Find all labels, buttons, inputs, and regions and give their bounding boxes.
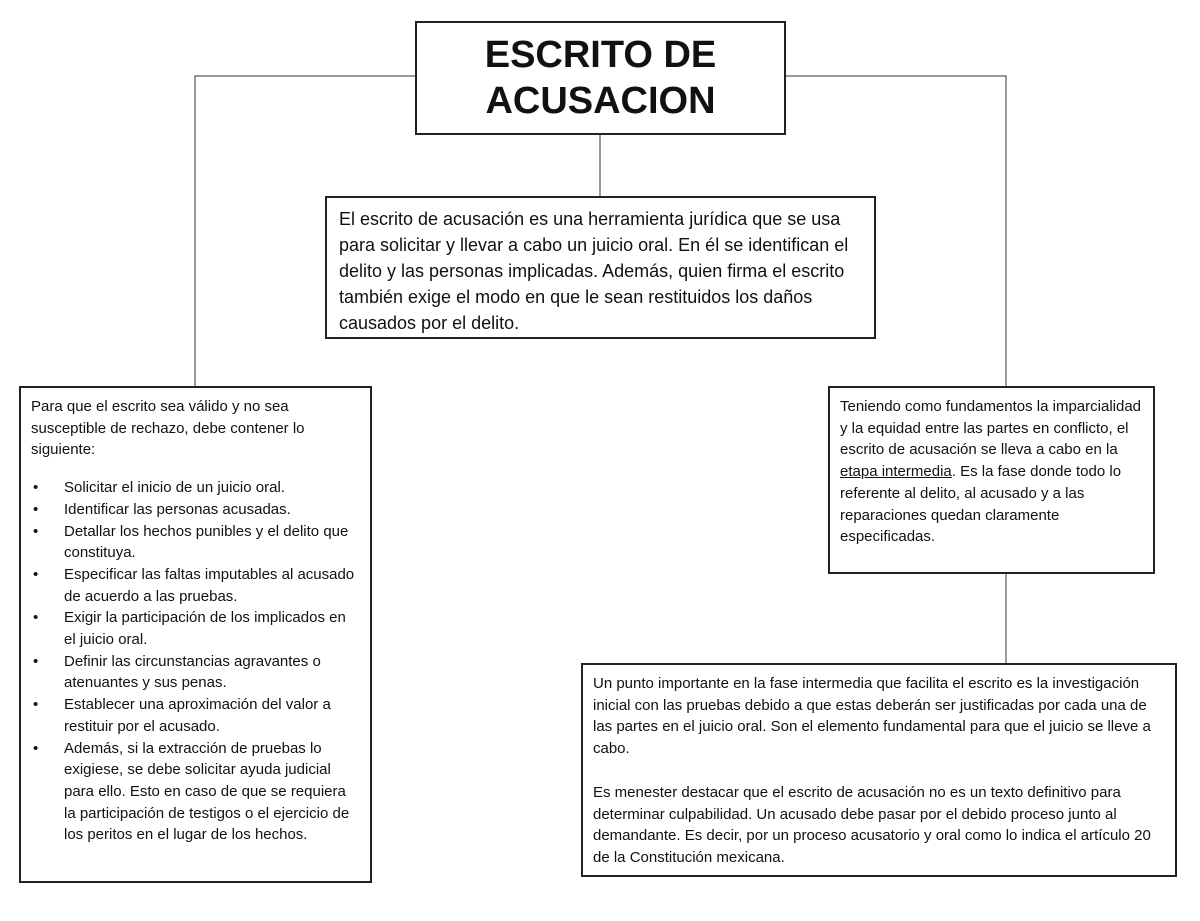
requirement-item: • Solicitar el inicio de un juicio oral. [31, 477, 360, 499]
intermediate-paragraph-2: Es menester destacar que el escrito de acusación no es un texto definitivo para determinar culpabilidad. Un acusado debe pasar por el debido proceso junto al demandante. Es decir, por un proceso acusatorio y oral como lo indica el artículo 20 de la Constitución mexicana. [593, 783, 1151, 866]
definition-text: El escrito de acusación es una herramienta jurídica que se usa para solicitar y llevar a cabo un juicio oral. En él se identifican el delito y las personas implicadas. Además, quien firma el escrito también exige el modo en que le sean restituidos los daños causados por el delito. [339, 209, 849, 333]
requirement-item: • Establecer una aproximación del valor a restituir por el acusado. [31, 694, 360, 737]
requirement-item: • Además, si la extracción de pruebas lo exigiese, se debe solicitar ayuda judicial para ello. Esto en caso de que se requiera la participación de testigos o el ejercicio de los peritos en el lugar de los hechos. [31, 738, 360, 847]
principles-text [840, 396, 1143, 548]
requirement-item: • Definir las circunstancias agravantes o atenuantes y sus penas. [31, 651, 360, 694]
principles-text-start: Teniendo como fundamentos la imparcialidad y la equidad entre las partes en conflicto, el escrito de acusación se lleva a cabo en la [840, 398, 1142, 459]
requirement-item: • Identificar las personas acusadas. [31, 499, 360, 521]
requirements-intro: Para que el escrito sea válido y no sea susceptible de rechazo, debe contener lo siguiente: [31, 398, 305, 459]
requirement-item: • Exigir la participación de los implicados en el juicio oral. [31, 607, 360, 650]
principles-text-end: . Es la fase donde todo lo referente al delito, al acusado y a las reparaciones quedan claramente especificadas. [840, 463, 1122, 546]
requirements-list [31, 477, 360, 846]
definition-box [325, 196, 876, 339]
requirement-item: • Detallar los hechos punibles y el delito que constituya. [31, 521, 360, 564]
title-box [415, 21, 786, 135]
diagram-title: ESCRITO DE ACUSACION [484, 34, 717, 122]
principles-box [828, 386, 1155, 574]
intermediate-paragraph-1: Un punto importante en la fase intermedia que facilita el escrito es la investigación inicial con las pruebas debido a que estas deberán ser justificadas por cada una de las partes en el juicio oral. Son el elemento fundamental para que el juicio se lleve a cabo. [593, 675, 1151, 758]
etapa-intermedia-term: etapa intermedia [840, 463, 952, 481]
requirement-item: • Especificar las faltas imputables al acusado de acuerdo a las pruebas. [31, 564, 360, 607]
intermediate-phase-box [581, 663, 1177, 877]
requirements-box [19, 386, 372, 883]
